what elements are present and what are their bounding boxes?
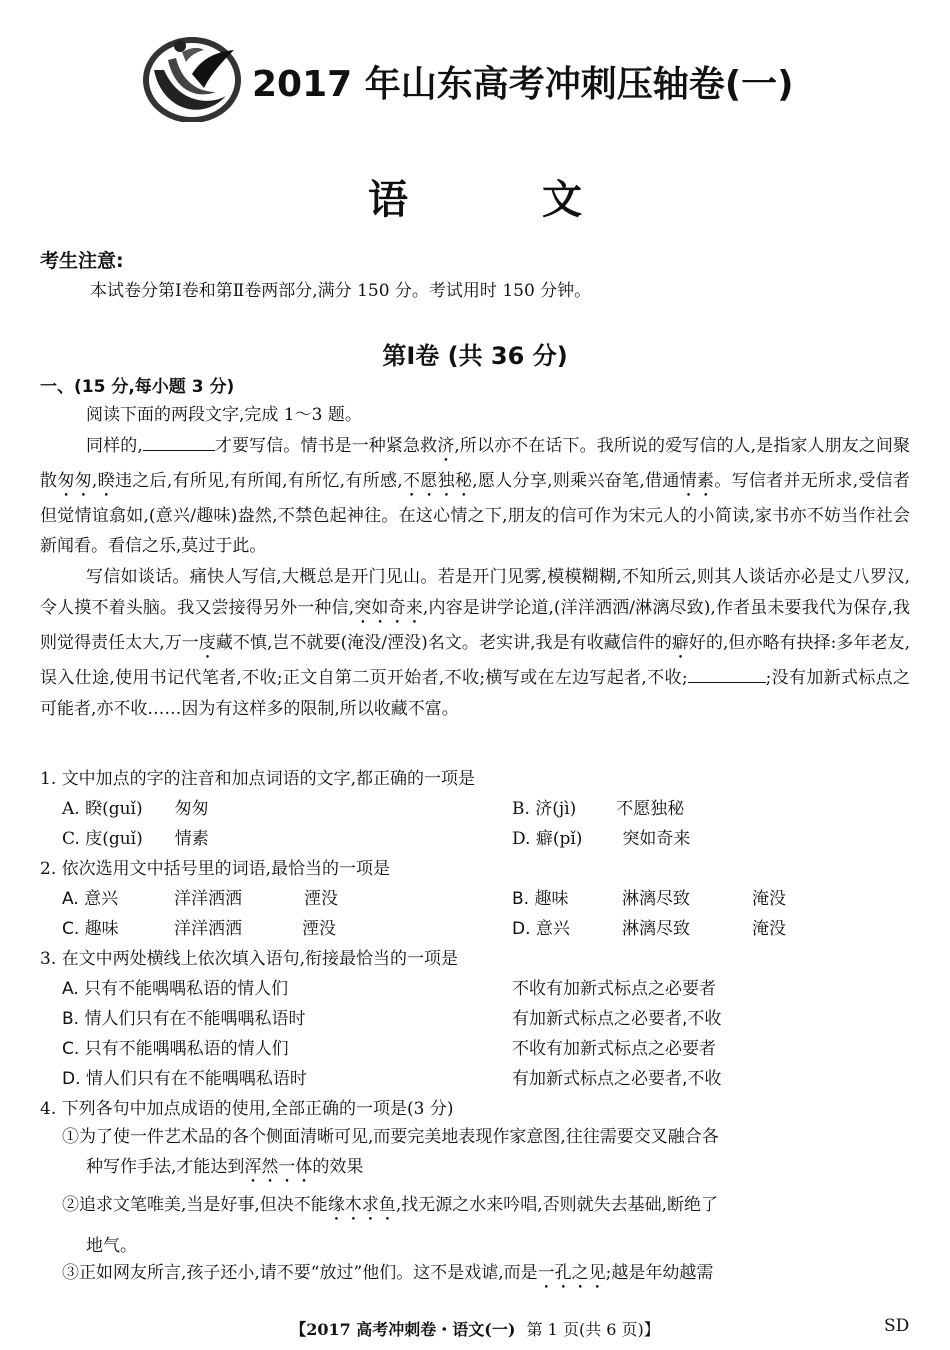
q4-sentence-2: ②追求文笔唯美,当是好事,但决不能缘木求鱼,找无源之水来吟唱,否则就失去基础,断绝了 地气。 — [62, 1195, 719, 1256]
q3-option-a-second: 不收有加新式标点之必要者 — [512, 979, 716, 999]
reading-passage — [40, 400, 910, 724]
q3-option-c-first[interactable]: C. 只有不能喁喁私语的情人们 — [62, 1039, 289, 1059]
passage-paragraph-1: 同样的, 才要写信。情书是一种紧急救济,所以亦不在话下。我所说的爱写信的人,是指家人朋友之间聚散匆匆,睽违之后,有所见,有所闻,有所忆,有所感,不愿独秘,愿人分享,则乘兴奋笔,借通情素。写信者并无所求,受信者但觉情谊翕如,(意兴/趣味)盎然,不禁色起神往。在这心情之下,朋友的信可作为宋元人的小简读,家书亦不妨当作社会新闻看。看信之乐,莫过于此。 — [40, 435, 911, 557]
question-4-stem: 4. 下列各句中加点成语的使用,全部正确的一项是(3 分) — [40, 1099, 454, 1119]
question-2-stem: 2. 依次选用文中括号里的词语,最恰当的一项是 — [40, 859, 391, 879]
section-title: 第Ⅰ卷 (共 36 分) — [382, 342, 568, 370]
passage-paragraph-2: 写信如谈话。痛快人写信,大概总是开门见山。若是开门见雾,模模糊糊,不知所云,则其人谈话亦必是丈八罗汉,令人摸不着头脑。我又尝接得另外一种信,突如奇来,内容是讲学论道,(洋洋洒洒/淋漓尽致),作者虽未要我代为保存,我则觉得责任太大,万一庋藏不慎,岂不就要(淹没/湮没)名文。老实讲,我是有收藏信件的癖好的,但亦略有抉择:多年老友,误入仕途,使用书记代笔者,不收;正文自第二页开始者,不收;横写或在左边写起者,不收; ;没有加新式标点之可能者,亦不收……因为有这样多的限制,所以收藏不富。 — [40, 567, 911, 719]
q4-sentence-3: ③正如网友所言,孩子还小,请不要“放过”他们。这不是戏谑,而是一孔之见;越是年幼越需 — [62, 1263, 714, 1283]
q3-option-c-second: 不收有加新式标点之必要者 — [512, 1039, 716, 1059]
answer-blank-1 — [143, 436, 215, 451]
q3-option-b-first[interactable]: B. 情人们只有在不能喁喁私语时 — [62, 1009, 306, 1029]
q1-option-a[interactable]: A. 睽(guǐ) 匆匆 — [62, 799, 209, 819]
q2-option-a[interactable]: A. 意兴 洋洋洒洒 湮没 — [62, 889, 338, 909]
question-1-stem: 1. 文中加点的字的注音和加点词语的文字,都正确的一项是 — [40, 769, 476, 789]
q3-option-b-second: 有加新式标点之必要者,不收 — [512, 1009, 722, 1029]
q1-option-d[interactable]: D. 癖(pǐ) 突如奇来 — [512, 829, 691, 849]
q3-option-a-first[interactable]: A. 只有不能喁喁私语的情人们 — [62, 979, 289, 999]
answer-blank-2 — [688, 668, 766, 683]
q3-option-d-first[interactable]: D. 情人们只有在不能喁喁私语时 — [62, 1069, 307, 1089]
question-3-stem: 3. 在文中两处横线上依次填入语句,衔接最恰当的一项是 — [40, 949, 459, 969]
reading-instruction: 阅读下面的两段文字,完成 1～3 题。 — [86, 405, 362, 425]
q4-sentence-1: ①为了使一件艺术品的各个侧面清晰可见,而要完美地表现作家意图,往往需要交叉融合各 种写作手法,才能达到浑然一体的效果 — [62, 1127, 719, 1177]
exam-title: 2017 年山东高考冲刺压轴卷(一) — [252, 64, 794, 105]
q2-option-d[interactable]: D. 意兴 淋漓尽致 淹没 — [512, 919, 786, 939]
notice-heading: 考生注意: — [40, 250, 124, 272]
q2-option-c[interactable]: C. 趣味 洋洋洒洒 湮没 — [62, 919, 336, 939]
region-code: SD — [884, 1316, 910, 1336]
q2-option-b[interactable]: B. 趣味 淋漓尽致 淹没 — [512, 889, 786, 909]
notice-text: 本试卷分第Ⅰ卷和第Ⅱ卷两部分,满分 150 分。考试用时 150 分钟。 — [90, 281, 592, 301]
q3-option-d-second: 有加新式标点之必要者,不收 — [512, 1069, 722, 1089]
page-footer: 【2017 高考冲刺卷・语文(一) 第 1 页(共 6 页)】 — [290, 1320, 660, 1339]
subject-title: 语 文 — [368, 176, 642, 223]
part-heading: 一、(15 分,每小题 3 分) — [40, 377, 235, 397]
publisher-logo — [142, 30, 242, 122]
q1-option-c[interactable]: C. 庋(guǐ) 情素 — [62, 829, 209, 849]
q1-option-b[interactable]: B. 济(jì) 不愿独秘 — [512, 799, 685, 819]
